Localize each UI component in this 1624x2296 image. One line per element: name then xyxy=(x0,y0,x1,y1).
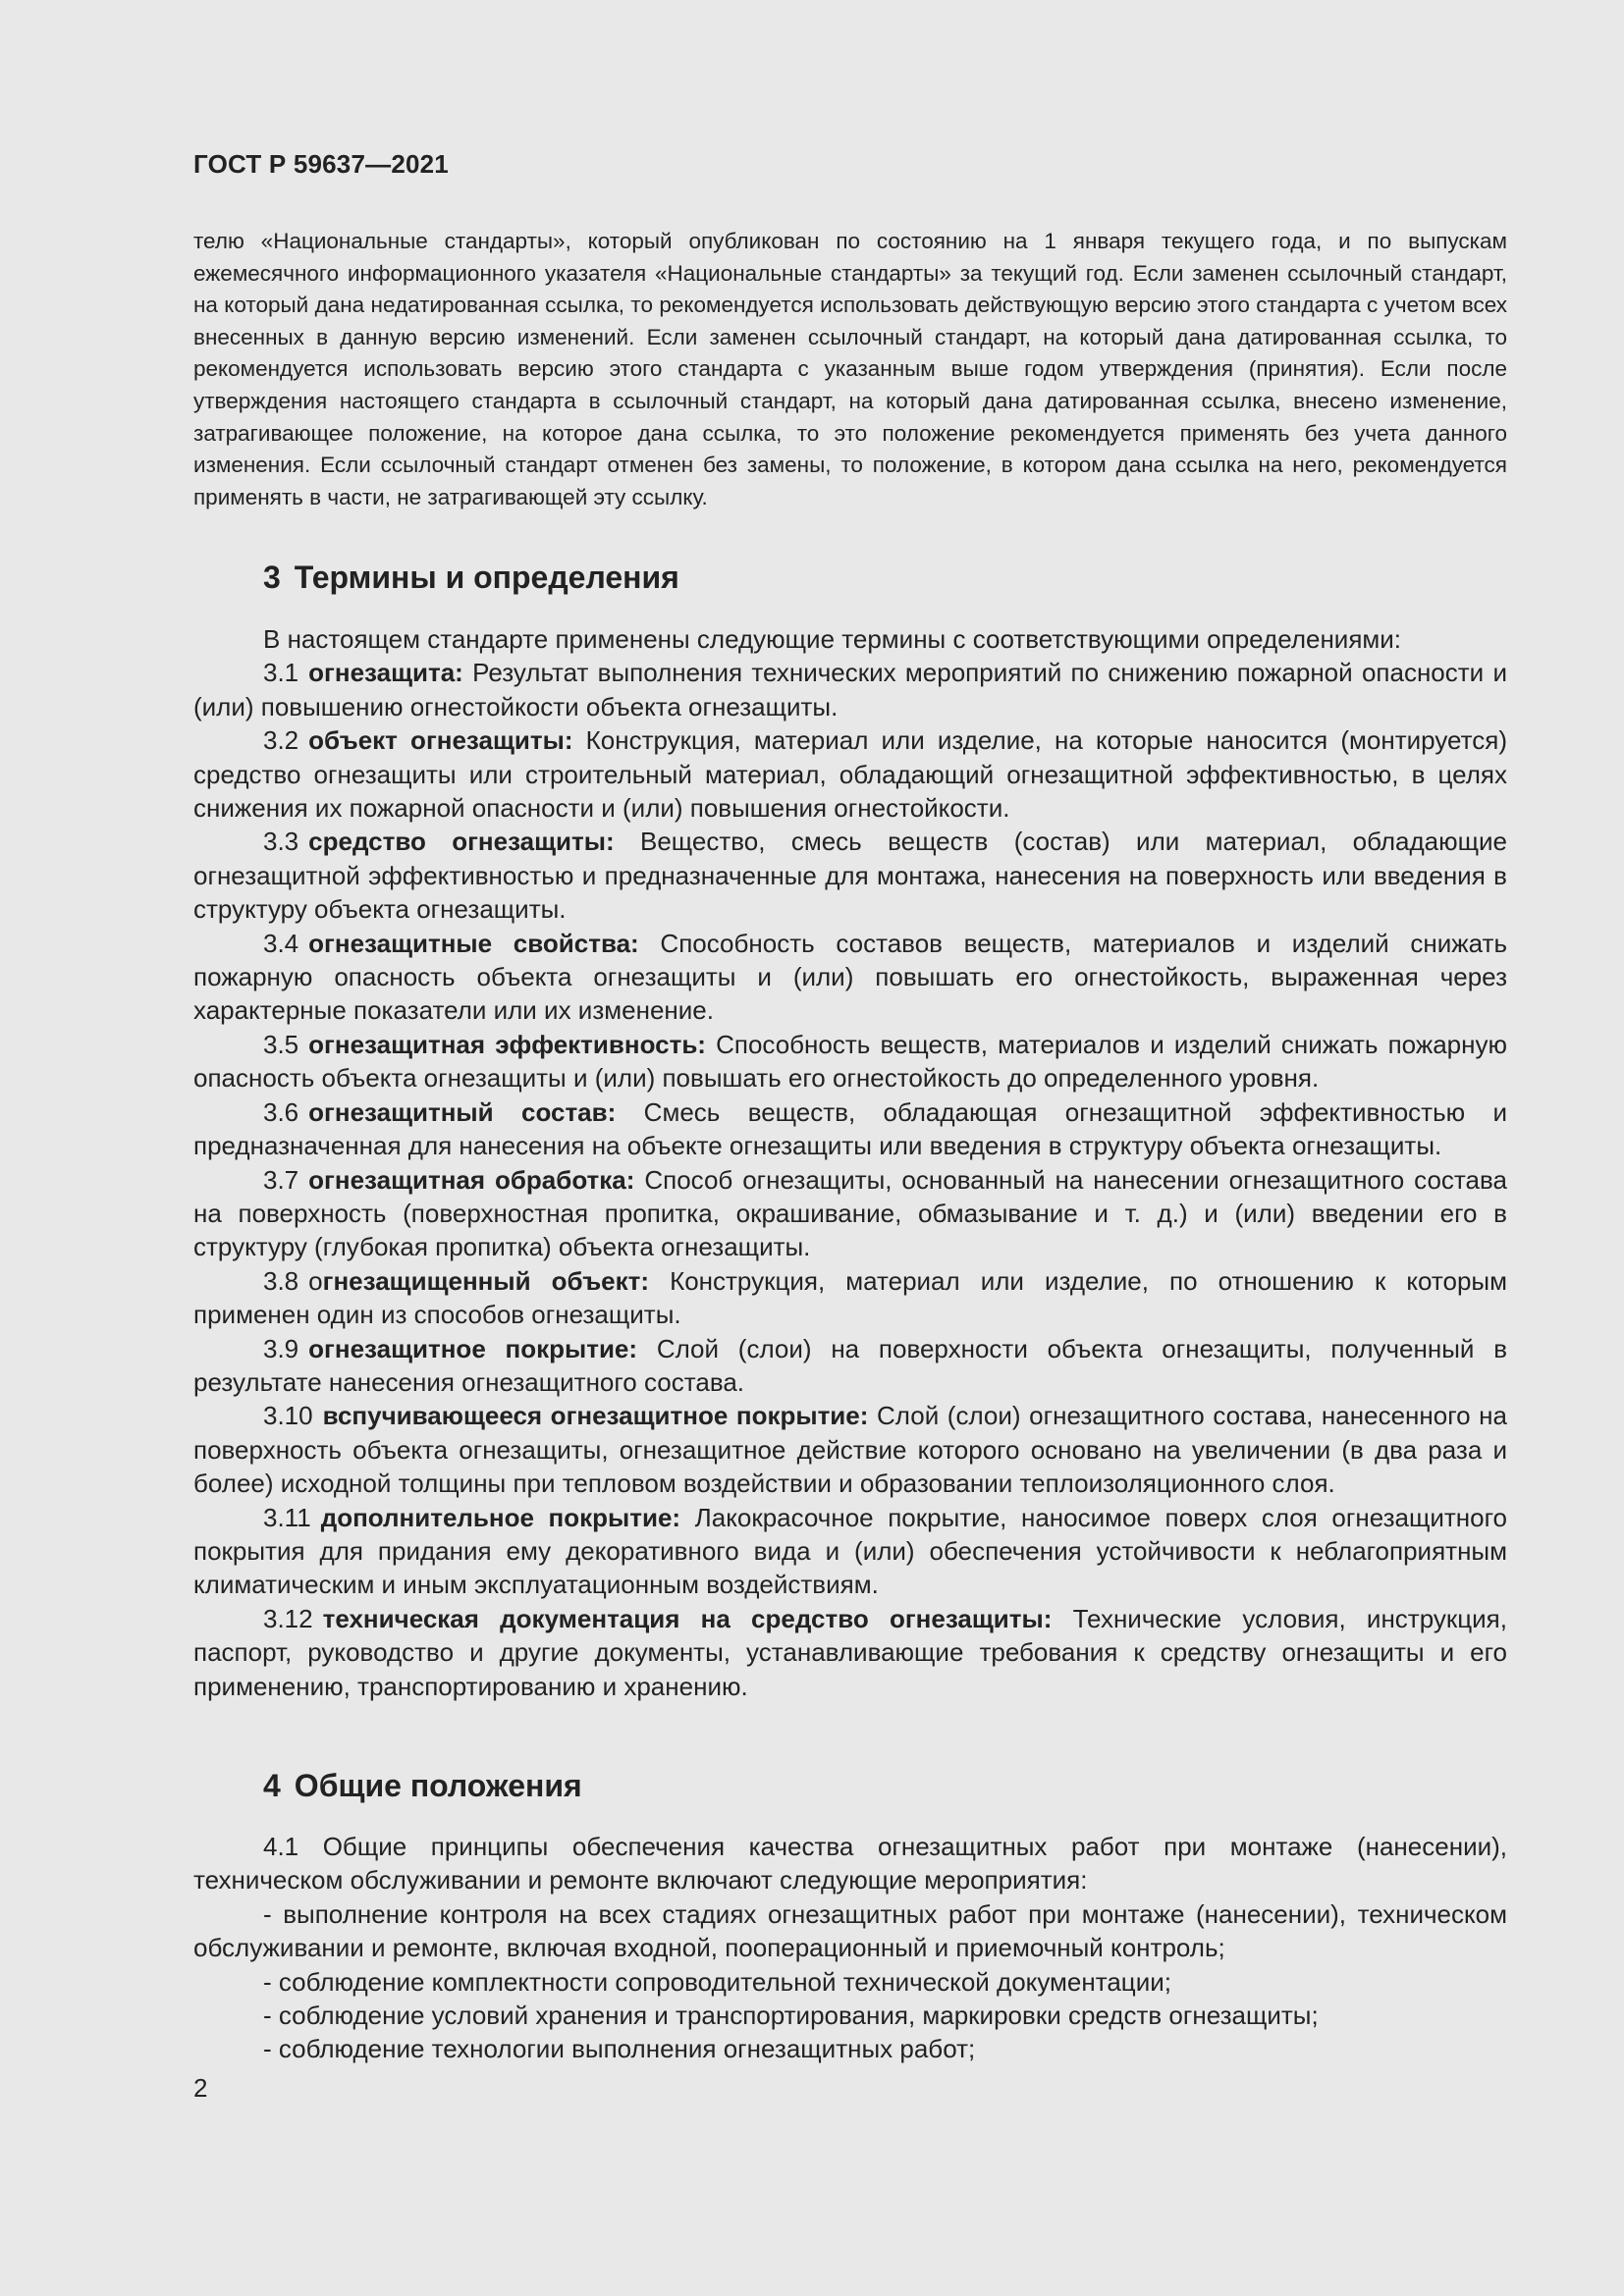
term-definition: Вещество, смесь веществ (состав) или материал, обладающие огнезащитной эффективностью и предназначенные для монтажа, нанесения на поверхность или введения в структуру объекта огнезащиты. xyxy=(193,827,1507,925)
section-4-lead: 4.1 Общие принципы обеспечения качества огнезащитных работ при монтаже (нанесении), техническом обслуживании и ремонте включают следующие мероприятия: xyxy=(193,1832,1507,1896)
term-definition: Слой (слои) огнезащитного состава, нанесенного на поверхность объекта огнезащиты, огнезащитное действие которого основано на увеличении (в два раза и более) исходной толщины при тепловом воздействии и образовании теплоизоляционного слоя. xyxy=(193,1401,1507,1499)
term-name: объект огнезащиты: xyxy=(308,725,573,756)
term-name: огнезащита: xyxy=(308,658,463,688)
term-3-8: 3.8 огнезащищенный объект: Конструкция, материал или изделие, по отношению к которым применен один из способов огнезащиты. xyxy=(193,1265,1507,1330)
term-name: огнезащитное покрытие: xyxy=(308,1333,638,1363)
term-name: вспучивающееся огнезащитное покрытие: xyxy=(322,1401,869,1431)
term-3-3: 3.3 средство огнезащиты: Вещество, смесь веществ (состав) или материал, обладающие огнезащитной эффективностью и предназначенные для монтажа, нанесения на поверхность или введения в структуру объекта огнезащиты. xyxy=(193,827,1507,925)
term-3-1: 3.1 огнезащита: Результат выполнения технических мероприятий по снижению пожарной опасности и (или) повышению огнестойкости объекта огнезащиты. xyxy=(193,658,1507,721)
section-3-heading xyxy=(263,560,679,596)
list-item: - соблюдение комплектности сопроводительной технической документации; xyxy=(263,1966,1171,1997)
term-3-10: 3.10 вспучивающееся огнезащитное покрытие: Слой (слои) огнезащитного состава, нанесенного на поверхность объекта огнезащиты, огнезащитное действие которого основано на увеличении (в два раза и более) исходной толщины при тепловом воздействии и образовании теплоизоляционного слоя. xyxy=(193,1401,1507,1499)
intro-paragraph: телю «Национальные стандарты», который опубликован по состоянию на 1 января текущего года, и по выпускам ежемесячного информационного указателя «Национальные стандарты» за текущий год. Если заменен ссылочный стандарт, на который дана недатированная ссылка, то рекомендуется использовать действующую версию этого стандарта с учетом всех внесенных в данную версию изменений. Если заменен ссылочный стандарт, на который дана датированная ссылка, то рекомендуется использовать версию этого стандарта с указанным выше годом утверждения (принятия). Если после утверждения настоящего стандарта в ссылочный стандарт, на который дана датированная ссылка, внесено изменение, затрагивающее положение, на которое дана ссылка, то это положение рекомендуется применять без учета данного изменения. Если ссылочный стандарт отменен без замены, то положение, в котором дана ссылка на него, рекомендуется применять в части, не затрагивающей эту ссылку. xyxy=(193,229,1507,509)
term-3-12: 3.12 техническая документация на средство огнезащиты: Технические условия, инструкция, паспорт, руководство и другие документы, устанавливающие требования к средству огнезащиты и его применению, транспортированию и хранению. xyxy=(193,1603,1507,1701)
term-prefix: о xyxy=(308,1265,323,1296)
section-4-body xyxy=(193,1830,1507,2066)
section-4-title: Общие положения xyxy=(294,1768,582,1803)
term-definition: Технические условия, инструкция, паспорт, руководство и другие документы, устанавливающие требования к средству огнезащиты и его применению, транспортированию и хранению. xyxy=(193,1603,1507,1701)
list-item: - выполнение контроля на всех стадиях огнезащитных работ при монтаже (нанесении), техническом обслуживании и ремонте, включая входной, пооперационный и приемочный контроль; xyxy=(193,1898,1507,1963)
term-definition: Способность составов веществ, материалов и изделий снижать пожарную опасность объекта огнезащиты и (или) повышать его огнестойкость, выраженная через характерные показатели или их изменение. xyxy=(193,928,1507,1026)
term-3-5: 3.5 огнезащитная эффективность: Способность веществ, материалов и изделий снижать пожарную опасность объекта огнезащиты и (или) повышать его огнестойкость до определенного уровня. xyxy=(193,1029,1508,1094)
term-3-6: 3.6 огнезащитный состав: Смесь веществ, обладающая огнезащитной эффективностью и предназначенная для нанесения на объекте огнезащиты или введения в структуру объекта огнезащиты. xyxy=(193,1096,1508,1161)
term-name: средство огнезащиты: xyxy=(308,827,615,857)
term-definition: Конструкция, материал или изделие, по отношению к которым применен один из способов огнезащиты. xyxy=(193,1265,1507,1330)
term-3-2: 3.2 объект огнезащиты: Конструкция, материал или изделие, на которые наносится (монтируется) средство огнезащиты или строительный материал, обладающий огнезащитной эффективностью, в целях снижения их пожарной опасности и (или) повышения огнестойкости. xyxy=(193,725,1507,824)
term-definition: Способность веществ, материалов и изделий снижать пожарную опасность объекта огнезащиты и (или) повышать его огнестойкость до определенного уровня. xyxy=(193,1029,1508,1094)
term-definition: Лакокрасочное покрытие, наносимое поверх слоя огнезащитного покрытия для придания ему декоративного вида и (или) обеспечения устойчивости к неблагоприятным климатическим и иным эксплуатационным воздействиям. xyxy=(193,1502,1507,1600)
section-3-body xyxy=(193,622,1507,1703)
term-name: огнезащитные свойства: xyxy=(308,928,639,958)
term-definition: Смесь веществ, обладающая огнезащитной эффективностью и предназначенная для нанесения на объекте огнезащиты или введения в структуру объекта огнезащиты. xyxy=(193,1096,1508,1161)
term-name: дополнительное покрытие: xyxy=(320,1502,681,1532)
term-3-11: 3.11 дополнительное покрытие: Лакокрасочное покрытие, наносимое поверх слоя огнезащитного покрытия для придания ему декоративного вида и (или) обеспечения устойчивости к неблагоприятным климатическим и иным эксплуатационным воздействиям. xyxy=(193,1502,1507,1600)
term-definition: Результат выполнения технических мероприятий по снижению пожарной опасности и (или) повышению огнестойкости объекта огнезащиты. xyxy=(193,658,1507,721)
term-name: огнезащитная обработка: xyxy=(308,1164,635,1195)
list-item: - соблюдение условий хранения и транспортирования, маркировки средств огнезащиты; xyxy=(263,2001,1319,2031)
term-name: гнезащищенный объект: xyxy=(322,1265,650,1296)
term-definition: Способ огнезащиты, основанный на нанесении огнезащитного состава на поверхность (поверхностная пропитка, окрашивание, обмазывание и т. д.) и (или) введении его в структуру (глубокая пропитка) объекта огнезащиты. xyxy=(193,1164,1507,1262)
term-name: техническая документация на средство огнезащиты: xyxy=(322,1603,1053,1633)
section-4-heading xyxy=(263,1768,582,1804)
section-3-lead: В настоящем стандарте применены следующие термины с соответствующими определениями: xyxy=(263,624,1402,654)
term-definition: Слой (слои) на поверхности объекта огнезащиты, полученный в результате нанесения огнезащитного состава. xyxy=(193,1333,1508,1397)
term-name: огнезащитный состав: xyxy=(308,1096,617,1127)
section-3-number: 3 xyxy=(263,560,281,595)
term-3-4: 3.4 огнезащитные свойства: Способность составов веществ, материалов и изделий снижать пожарную опасность объекта огнезащиты и (или) повышать его огнестойкость, выраженная через характерные показатели или их изменение. xyxy=(193,928,1507,1026)
term-name: огнезащитная эффективность: xyxy=(308,1029,706,1059)
term-3-9: 3.9 огнезащитное покрытие: Слой (слои) на поверхности объекта огнезащиты, полученный в результате нанесения огнезащитного состава. xyxy=(193,1333,1508,1397)
term-3-7: 3.7 огнезащитная обработка: Способ огнезащиты, основанный на нанесении огнезащитного состава на поверхность (поверхностная пропитка, окрашивание, обмазывание и т. д.) и (или) введении его в структуру (глубокая пропитка) объекта огнезащиты. xyxy=(193,1164,1507,1262)
document-header: ГОСТ Р 59637—2021 xyxy=(193,149,449,179)
section-4-number: 4 xyxy=(263,1768,281,1803)
page-number: 2 xyxy=(193,2073,208,2103)
section-3-title: Термины и определения xyxy=(294,560,679,595)
term-definition: Конструкция, материал или изделие, на которые наносится (монтируется) средство огнезащиты или строительный материал, обладающий огнезащитной эффективностью, в целях снижения их пожарной опасности и (или) повышения огнестойкости. xyxy=(193,725,1507,824)
list-item: - соблюдение технологии выполнения огнезащитных работ; xyxy=(263,2034,976,2064)
